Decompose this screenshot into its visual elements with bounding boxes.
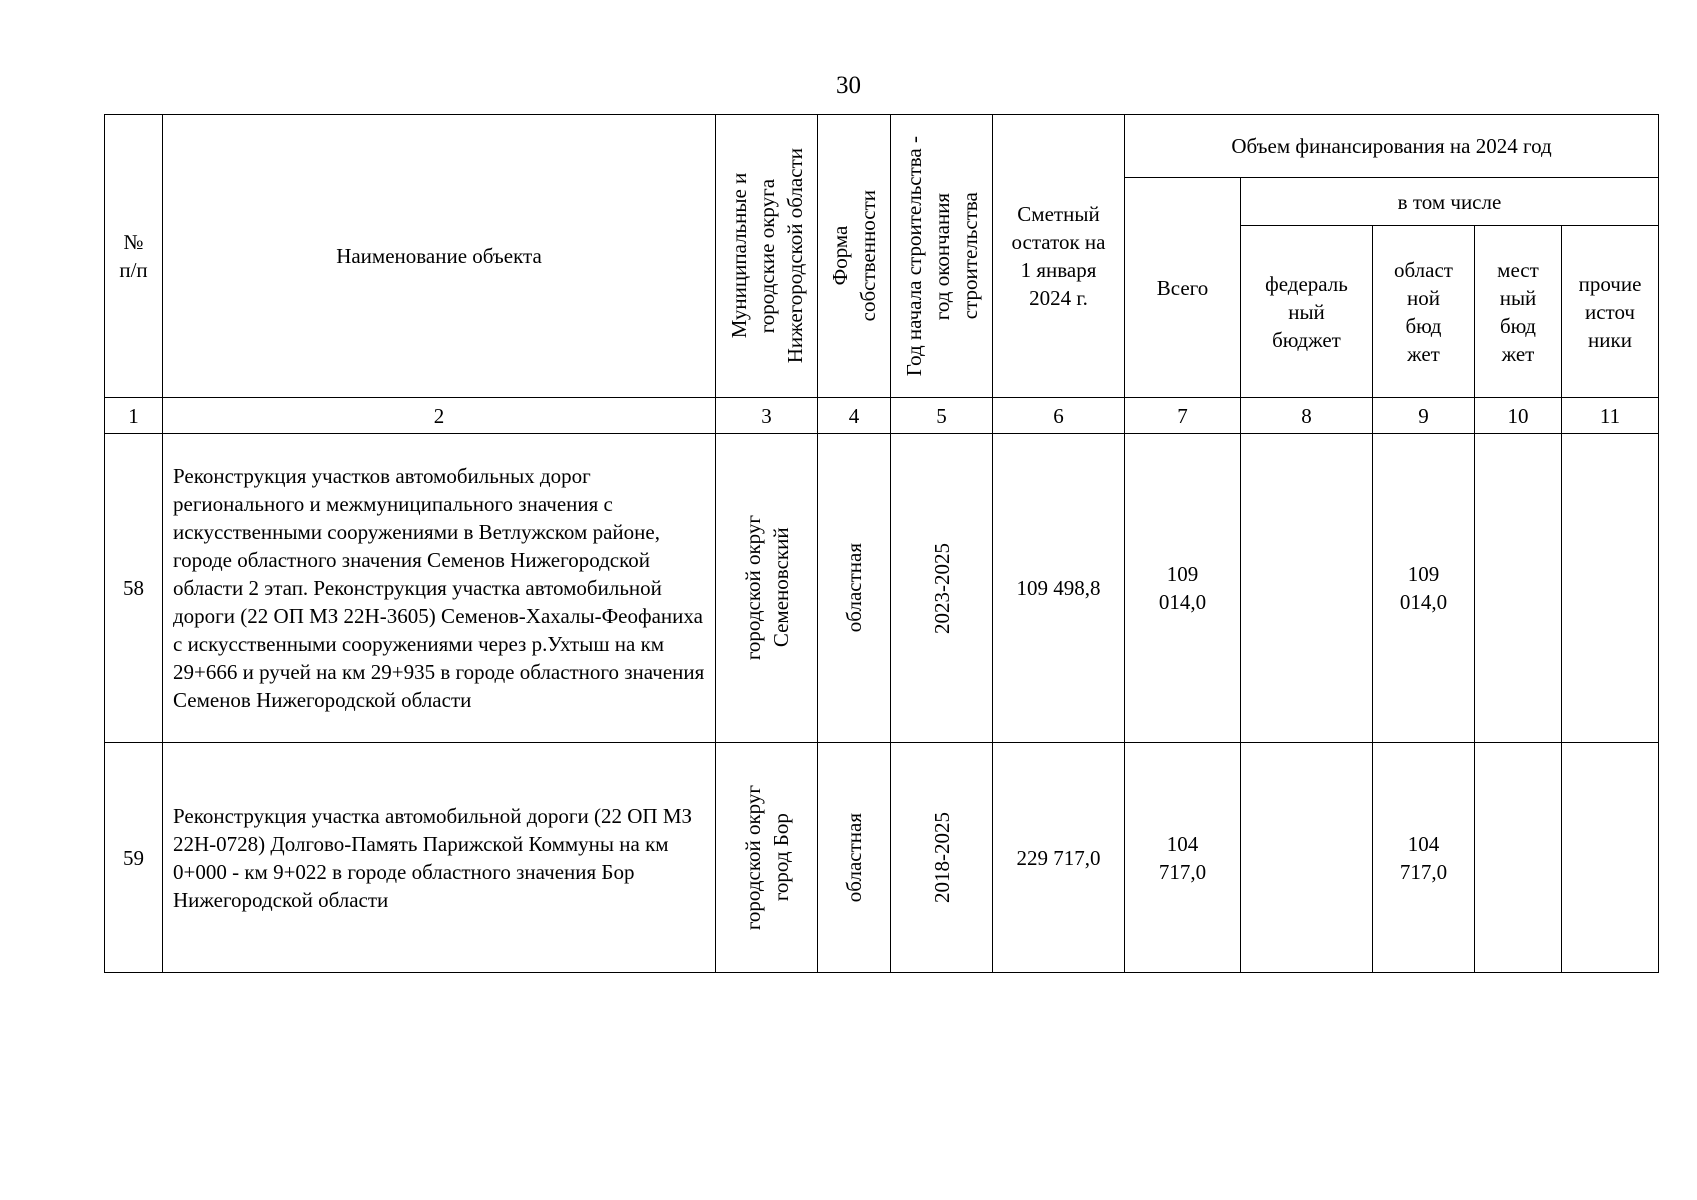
column-numbers-row xyxy=(105,398,1659,434)
row-name: Реконструкция участков автомобильных дорог регионального и межмуниципального значения с искусственными сооружениями в Ветлужском районе, городе областного значения Семенов Нижегородской области 2 этап. Реконструкция участка автомобильной дороги (22 ОП МЗ 22Н-3605) Семенов-Хахалы-Феофаниха с искусственными сооружениями через р.Ухтыш на км 29+666 и ручей на км 29+935 в городе областного значения Семенов Нижегородской области xyxy=(163,434,716,743)
column-number: 9 xyxy=(1373,398,1475,434)
row-estimate: 109 498,8 xyxy=(993,434,1125,743)
header-total: Всего xyxy=(1125,178,1241,398)
row-municipality xyxy=(716,434,818,743)
header-financing: Объем финансирования на 2024 год xyxy=(1125,115,1659,178)
row-municipality-text: городской округ город Бор xyxy=(740,784,793,931)
header-ownership xyxy=(818,115,891,398)
column-number: 3 xyxy=(716,398,818,434)
row-years-text: 2018-2025 xyxy=(929,812,954,903)
header-municipality-text: Муниципальные и городские округа Нижегородской области xyxy=(726,148,807,364)
row-no: 58 xyxy=(105,434,163,743)
header-including: в том числе xyxy=(1241,178,1659,226)
row-other xyxy=(1562,743,1659,973)
header-other: прочие источ ники xyxy=(1562,226,1659,398)
table-row xyxy=(105,743,1659,973)
row-years xyxy=(891,743,993,973)
header-federal: федераль ный бюджет xyxy=(1241,226,1373,398)
row-total: 109 014,0 xyxy=(1125,434,1241,743)
column-number: 7 xyxy=(1125,398,1241,434)
header-regional: област ной бюд жет xyxy=(1373,226,1475,398)
header-years-text: Год начала строительства - год окончания строительства xyxy=(901,135,982,377)
row-name: Реконструкция участка автомобильной дороги (22 ОП МЗ 22Н-0728) Долгово-Память Парижской Коммуны на км 0+000 - км 9+022 в городе областного значения Бор Нижегородской области xyxy=(163,743,716,973)
header-estimate: Сметный остаток на 1 января 2024 г. xyxy=(993,115,1125,398)
row-federal xyxy=(1241,434,1373,743)
column-number: 2 xyxy=(163,398,716,434)
row-ownership xyxy=(818,434,891,743)
row-regional: 104 717,0 xyxy=(1373,743,1475,973)
row-other xyxy=(1562,434,1659,743)
header-ownership-text: Форма собственности xyxy=(828,190,880,322)
column-number: 6 xyxy=(993,398,1125,434)
row-ownership-text: областная xyxy=(842,543,866,633)
row-regional: 109 014,0 xyxy=(1373,434,1475,743)
row-years xyxy=(891,434,993,743)
column-number: 1 xyxy=(105,398,163,434)
row-municipality xyxy=(716,743,818,973)
row-estimate: 229 717,0 xyxy=(993,743,1125,973)
row-local xyxy=(1475,434,1562,743)
row-local xyxy=(1475,743,1562,973)
row-total: 104 717,0 xyxy=(1125,743,1241,973)
row-years-text: 2023-2025 xyxy=(929,542,954,634)
header-local: мест ный бюд жет xyxy=(1475,226,1562,398)
row-federal xyxy=(1241,743,1373,973)
column-number: 8 xyxy=(1241,398,1373,434)
column-number: 4 xyxy=(818,398,891,434)
header-municipality xyxy=(716,115,818,398)
header-name: Наименование объекта xyxy=(163,115,716,398)
header-no: № п/п xyxy=(105,115,163,398)
column-number: 11 xyxy=(1562,398,1659,434)
row-municipality-text: городской округ Семеновский xyxy=(740,515,793,661)
financing-table xyxy=(104,114,1659,973)
row-no: 59 xyxy=(105,743,163,973)
table-row xyxy=(105,434,1659,743)
page-number: 30 xyxy=(836,72,861,99)
row-ownership-text: областная xyxy=(842,812,866,903)
row-ownership xyxy=(818,743,891,973)
column-number: 5 xyxy=(891,398,993,434)
header-years xyxy=(891,115,993,398)
column-number: 10 xyxy=(1475,398,1562,434)
